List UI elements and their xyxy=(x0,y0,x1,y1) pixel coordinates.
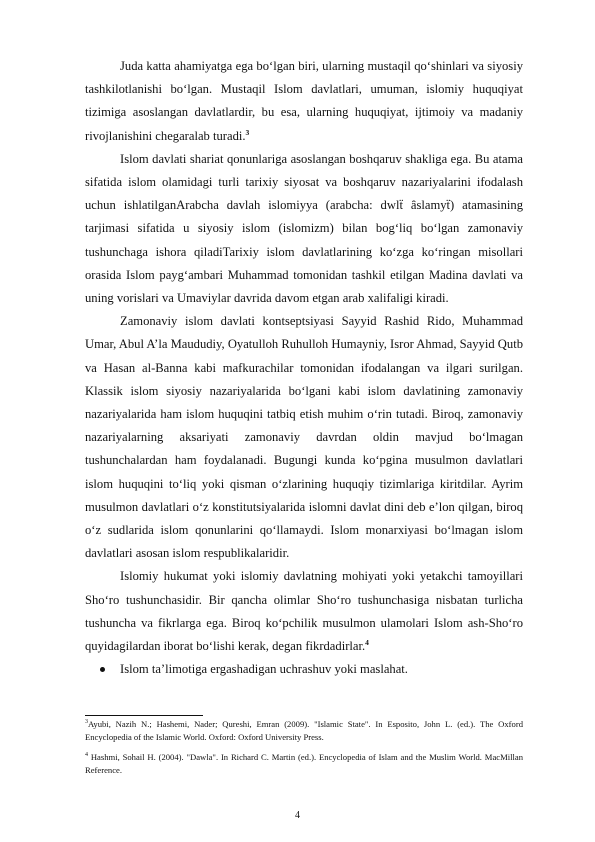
paragraph-text: Islom davlati shariat qonunlariga asoslangan boshqaruv shakliga ega. Bu atama sifatida islom olamidagi turli tarixiy siyosat va boshqaruv nazariyalarini ifodalash uchun ishlatilganArabcha davlah islomiyya (arabcha: dwlẗ ȃslamyẗ) atamasining tarjimasi sifatida u siyosiy islom (islomizm) bilan bog‘liq bo‘lgan zamonaviy tushunchaga ishora qiladiTarixiy islom davlatlarining ko‘zga ko‘ringan misollari orasida Islom payg‘ambari Muhammad tomonidan tashkil etilgan Madina davlati va uning vorislari va Umaviylar davrida davom etgan arab xalifaligi kiradi. xyxy=(85,151,523,306)
footnote xyxy=(85,718,523,743)
page-number: 4 xyxy=(295,810,300,821)
footnote-number: 3 xyxy=(85,719,88,726)
bullet-list-item xyxy=(85,658,523,681)
paragraph xyxy=(85,310,523,565)
paragraph-text: Zamonaviy islom davlati kontseptsiyasi Sayyid Rashid Rido, Muhammad Umar, Abul A’la Maududiy, Oyatulloh Ruhulloh Humayniy, Isror Ahmad, Sayyid Qutb va Hasan al-Banna kabi mafkurachilar tomonidan ifodalangan va ilgari surilgan. Klassik islom siyosiy nazariyalarida bo‘lgani kabi islom davlatining zamonaviy nazariyalarida ham islom huquqini tatbiq etish muhim o‘rin tutadi. Biroq, zamonaviy nazariyalarning aksariyati zamonaviy davrdan oldin mavjud bo‘lmagan tushunchalardan ham foydalanadi. Bugungi kunda ko‘pgina musulmon davlatlari islom huquqini to‘liq yoki qisman o‘zlarining huquqiy tizimlariga kiritdilar. Ayrim musulmon davlatlari o‘z konstitutsiyalarida islomni davlat dini deb e’lon qilgan, biroq o‘z sudlarida islom qonunlarini qo‘llamaydi. Islom monarxiyasi bo‘lmagan islom davlatlari asosan islom respublikalaridir. xyxy=(85,314,523,561)
footnote-number: 4 xyxy=(85,752,88,759)
bullet-text: Islom ta’limotiga ergashadigan uchrashuv yoki maslahat. xyxy=(120,662,408,677)
paragraph-text: Islomiy hukumat yoki islomiy davlatning mohiyati yoki yetakchi tamoyillari Sho‘ro tushunchasidir. Bir qancha olimlar Sho‘ro tushunchasiga nisbatan turlicha tushuncha va fikrlarga ega. Biroq ko‘pchilik musulmon ulamolari Islom ash-Sho‘ro quyidagilardan iborat bo‘lishi kerak, degan fikrdadirlar. xyxy=(85,569,523,654)
bullet-icon xyxy=(100,667,105,672)
paragraph xyxy=(85,565,523,658)
footnote-reference[interactable]: 3 xyxy=(245,127,250,137)
footnote-reference[interactable]: 4 xyxy=(365,637,369,647)
paragraph-text: Juda katta ahamiyatga ega bo‘lgan biri, ularning mustaqil qo‘shinlari va siyosiy tashkilotlanishi bo‘lgan. Mustaqil Islom davlatlari, umuman, islomiy huquqiyat tizimiga asoslangan davlatlardir, bu esa, ularning huquqiyat, ijtimoiy va madaniy rivojlanishini chegaralab turadi. xyxy=(85,59,523,143)
footnote-text: Hashmi, Sohail H. (2004). "Dawla". In Richard C. Martin (ed.). Encyclopedia of Islam and the Muslim World. MacMillan Reference. xyxy=(85,752,523,775)
footnotes xyxy=(85,718,523,784)
footnote-separator xyxy=(85,715,203,716)
footnote xyxy=(85,751,523,776)
footnote-text: Ayubi, Nazih N.; Hashemi, Nader; Qureshi, Emran (2009). "Islamic State". In Esposito, John L. (ed.). The Oxford Encyclopedia of the Islamic World. Oxford: Oxford University Press. xyxy=(85,719,523,742)
paragraph xyxy=(85,148,523,310)
paragraph xyxy=(85,55,523,148)
body-text xyxy=(85,55,523,681)
